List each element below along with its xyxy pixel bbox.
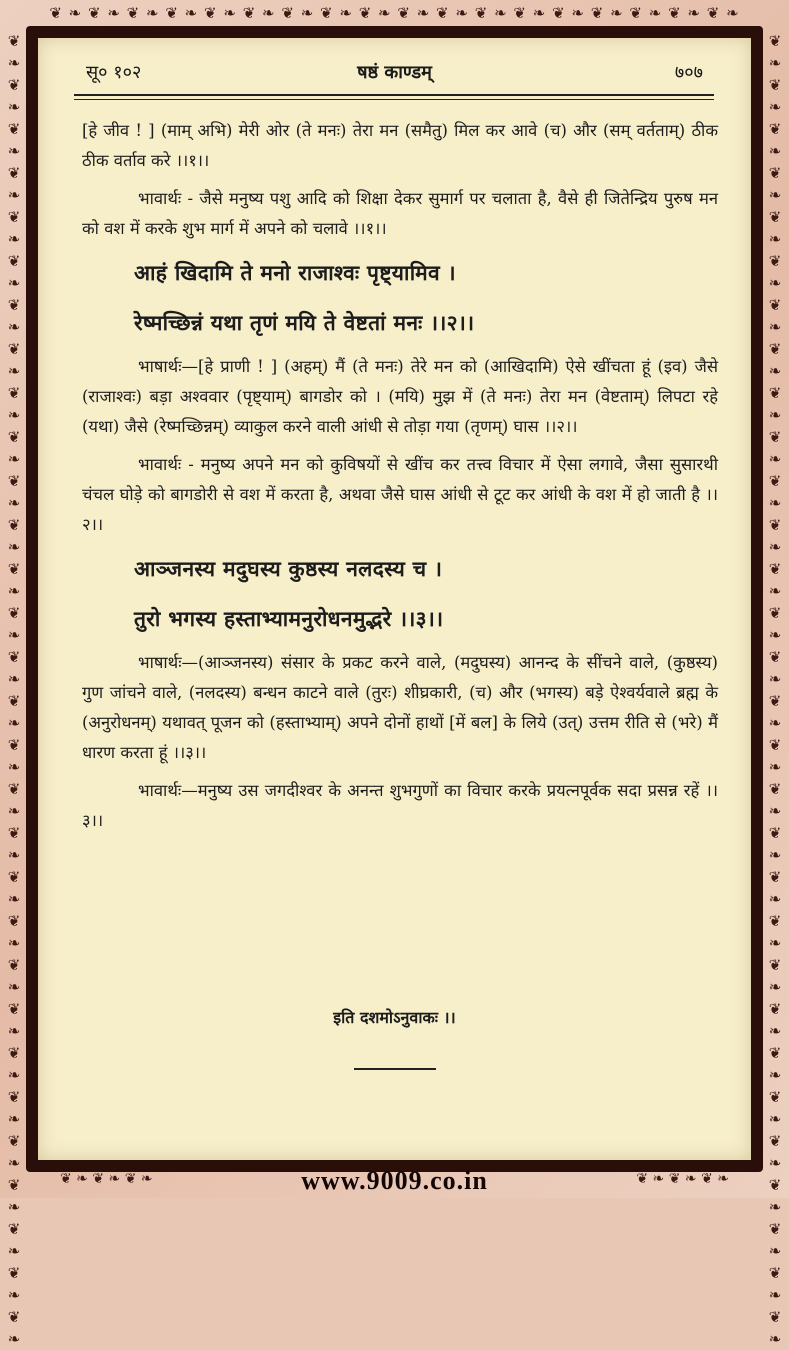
commentary-verse1: भावार्थः - जैसे मनुष्य पशु आदि को शिक्षा देकर सुमार्ग पर चलाता है, वैसे ही जितेन्द्रिय पुरुष मन को वश में करके शुभ मार्ग में अपने को चलावे ।।१।। xyxy=(82,189,718,238)
website-url[interactable]: www.9009.co.in xyxy=(301,1166,488,1195)
page-paper xyxy=(38,38,751,1160)
translation-verse2: भाषार्थः—[हे प्राणी ! ] (अहम्) मैं (ते मनः) तेरे मन को (आखिदामि) ऐसे खींचता हूं (इव) जैसे (राजाश्वः) बड़ा अश्ववार (पृष्ट्याम्) बागडोर को । (मयि) मुझ में (ते मनः) तेरा मन (वेष्टताम्) लिपटा रहे (यथा) जैसे (रेष्मच्छिन्नम्) व्याकुल करने वाली आंधी से तोड़ा गया (तृणम्) घास ।।२।। xyxy=(82,357,718,436)
translation-verse1: [हे जीव ! ] (माम् अभि) मेरी ओर (ते मनः) तेरा मन (समैतु) मिल कर आवे (च) और (सम् वर्तताम्) ठीक ठीक वर्ताव करे ।।१।। xyxy=(82,121,718,170)
footer-ornament-left: ❦ ❧ ❦ ❧ ❦ ❧ xyxy=(60,1171,153,1187)
kanda-title: षष्ठं काण्डम् xyxy=(357,62,432,83)
left-ornament-border: ❦❧❦❧❦❧❦❧❦❧❦❧❦❧❦❧❦❧❦❧❦❧❦❧❦❧❦❧❦❧❦❧❦❧❦❧❦❧❦❧❦❧❦❧❦❧❦❧❦❧❦❧❦❧❦❧❦❧❦❧ xyxy=(7,32,21,1348)
verse3-line1: आञ्जनस्य मदुघस्य कुष्ठस्य नलदस्य च । xyxy=(134,556,443,581)
page-content xyxy=(82,116,718,844)
right-ornament-border: ❦❧❦❧❦❧❦❧❦❧❦❧❦❧❦❧❦❧❦❧❦❧❦❧❦❧❦❧❦❧❦❧❦❧❦❧❦❧❦❧❦❧❦❧❦❧❦❧❦❧❦❧❦❧❦❧❦❧❦❧ xyxy=(768,32,782,1348)
verse2-line1: आहं खिदामि ते मनो राजाश्वः पृष्ट्यामिव । xyxy=(134,260,456,285)
end-rule xyxy=(354,1068,436,1070)
header-rule xyxy=(74,94,714,96)
translation-verse3: भाषार्थः—(आञ्जनस्य) संसार के प्रकट करने वाले, (मदुघस्य) आनन्द के सींचने वाले, (कुष्ठस्य) गुण जांचने वाले, (नलदस्य) बन्धन काटने वाले (तुरः) शीघ्रकारी, (च) और (भगस्य) बड़े ऐश्वर्यवाले ब्रह्म के (अनुरोधनम्) यथावत् पूजन को (हस्ताभ्याम्) अपने दोनों हाथों [में बल] के लिये (उत्) उत्तम रीति से (भरे) मैं धारण करता हूं ।।३।। xyxy=(82,653,718,762)
verse2-line2: रेष्मच्छिन्नं यथा तृणं मयि ते वेष्टतां मनः ।।२।। xyxy=(134,310,475,335)
page-number: ७०७ xyxy=(674,62,703,83)
footer-ornament-right: ❦ ❧ ❦ ❧ ❦ ❧ xyxy=(636,1171,729,1187)
commentary-verse3: भावार्थः—मनुष्य उस जगदीश्वर के अनन्त शुभगुणों का विचार करके प्रयत्नपूर्वक सदा प्रसन्न रहें ।।३।। xyxy=(82,781,718,830)
top-ornament-border: ❦ ❧ ❦ ❧ ❦ ❧ ❦ ❧ ❦ ❧ ❦ ❧ ❦ ❧ ❦ ❧ ❦ ❧ ❦ ❧ ❦ ❧ ❦ ❧ ❦ ❧ ❦ ❧ ❦ ❧ ❦ ❧ ❦ ❧ ❦ ❧ xyxy=(49,4,740,22)
verse3-line2: तुरो भगस्य हस्ताभ्यामनुरोधनमुद्भरे ।।३।। xyxy=(134,606,444,631)
header-rule-thin xyxy=(74,99,714,100)
commentary-verse2: भावार्थः - मनुष्य अपने मन को कुविषयों से खींच कर तत्त्व विचार में ऐसा लगावे, जैसा सुसारथी चंचल घोड़े को बागडोरी से वश में करता है, अथवा जैसे घास आंधी से टूट कर आंधी के वश में हो जाती है ।।२।। xyxy=(82,455,718,534)
anuvaka-colophon: इति दशमोऽनुवाकः ।। xyxy=(333,1008,456,1027)
page-header xyxy=(78,60,711,90)
sukta-number: सू० १०२ xyxy=(86,62,142,83)
